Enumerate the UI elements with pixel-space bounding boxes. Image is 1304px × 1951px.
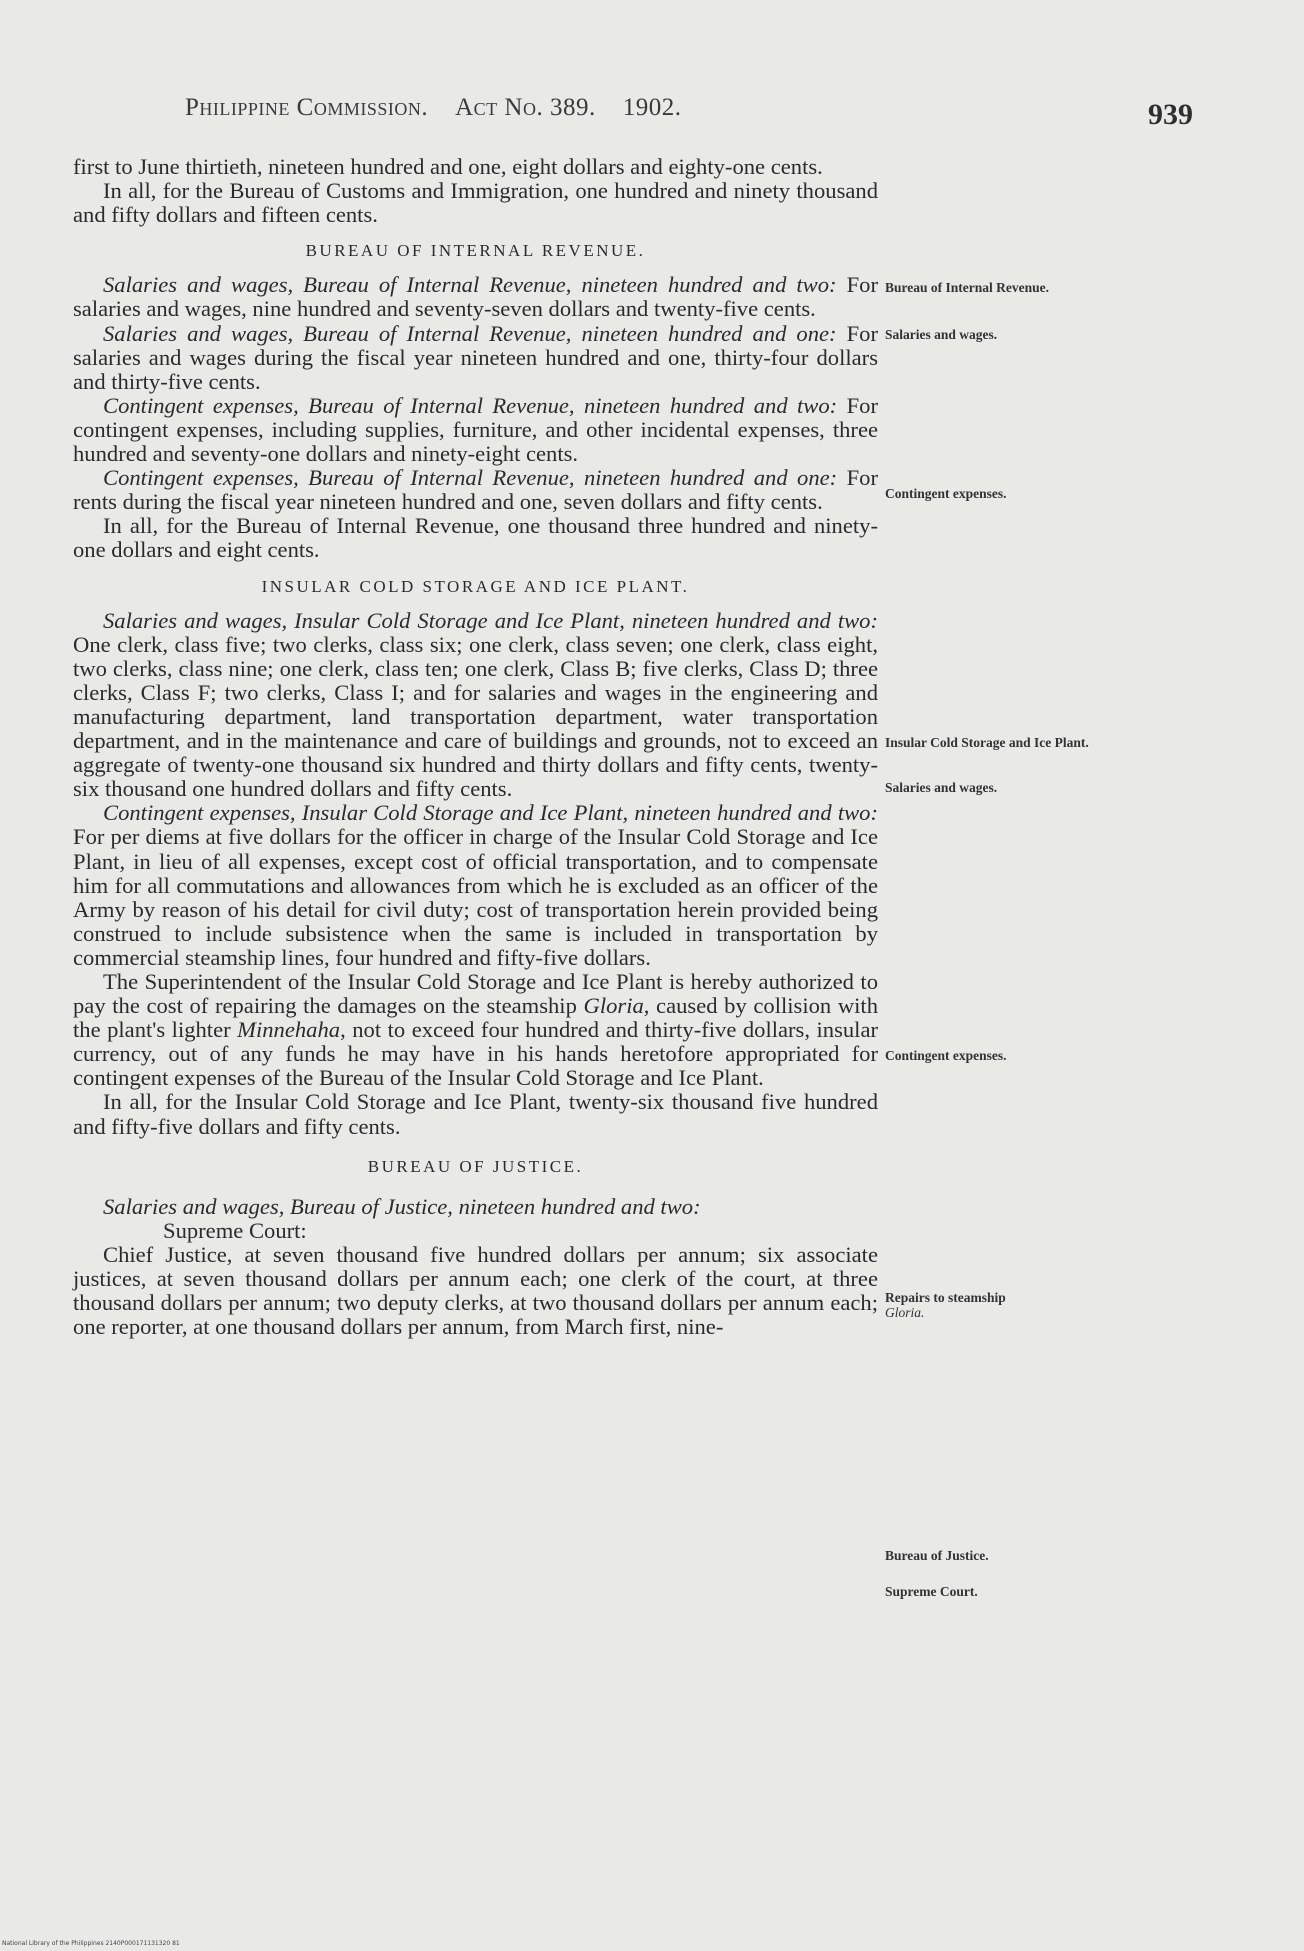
italic-lead: Salaries and wages, Insular Cold Storage and Ice Plant, nineteen hundred and two: [103,607,878,633]
paragraph: Chief Justice, at seven thousand five hundred dollars per annum; six associate justices, at seven thousand dollars per annum each; one clerk of the court, at three thousand dollars per annum; two deputy clerks, at two thousand dollars per annum each; one reporter, at one thousand dollars per annum, from March first, nine- [73,1241,878,1340]
running-head-year: 1902. [622,94,682,121]
paragraph [73,1195,878,1219]
italic-lead: Contingent expenses, Bureau of Internal Revenue, nineteen hundred and one: [103,465,838,491]
italic-lead: Salaries and wages, Bureau of Internal Revenue, nineteen hundred and one: [103,320,837,346]
paragraph-text: For rents during the fiscal year nineteen hundred and one, seven dollars and fifty cents. [73,465,878,515]
paragraph-text: , caused by collision with the plant's lighter [73,993,879,1043]
italic-lead: Salaries and wages, Bureau of Internal Revenue, nineteen hundred and two: [103,272,837,298]
margin-note: Insular Cold Storage and Ice Plant. [885,735,1089,750]
paragraph [73,466,878,514]
paragraph-text: For per diems at five dollars for the officer in charge of the Insular Cold Storage and Ice Plant, in lieu of all expenses, except cost of official transportation, and to compensate him for all commutations and allowances from which he is excluded as an officer of the Army by reason of his detail for civil duty; cost of transportation herein provided being construed to include subsistence when the same is included in transportation by commercial steamship lines, four hundred and fifty-five dollars. [73,824,878,970]
paragraph: In all, for the Insular Cold Storage and Ice Plant, twenty-six thousand five hundred and fifty-five dollars and fifty cents. [73,1089,878,1139]
paragraph: In all, for the Bureau of Customs and Immigration, one hundred and ninety thousand and fifty dollars and fifteen cents. [73,178,878,228]
italic-lead: Contingent expenses, Insular Cold Storage and Ice Plant, nineteen hundred and two: [103,800,878,826]
paragraph-text: For salaries and wages, nine hundred and seventy-seven dollars and twenty-five cents. [73,272,878,322]
paragraph [73,273,878,321]
running-head-commission: Philippine Commission. [185,94,429,121]
scan-footer: National Library of the Philippines 2140P000171131320 81 [2,1940,180,1947]
paragraph [73,970,878,1090]
paragraph [73,801,878,970]
margin-note: Bureau of Justice. [885,1548,989,1563]
ship-name: Gloria [583,993,644,1019]
italic-lead: Contingent expenses, Bureau of Internal Revenue, nineteen hundred and two: [103,392,838,418]
ship-name: Minnehaha [237,1017,341,1043]
running-head [185,94,765,122]
section-heading: INSULAR COLD STORAGE AND ICE PLANT. [261,576,690,596]
margin-note: Contingent expenses. [885,486,1007,501]
margin-note: Salaries and wages. [885,780,998,795]
section-heading: BUREAU OF JUSTICE. [367,1156,584,1176]
subheading: Supreme Court: [163,1217,307,1243]
italic-lead: Salaries and wages, Bureau of Justice, nineteen hundred and two: [103,1193,701,1219]
margin-note [885,1290,1105,1320]
margin-note-italic: Gloria. [885,1305,925,1320]
margin-note: Salaries and wages. [885,327,998,342]
paragraph: In all, for the Bureau of Internal Revenue, one thousand three hundred and ninety-one dollars and eight cents. [73,513,878,563]
paragraph-text: One clerk, class five; two clerks, class six; one clerk, class seven; one clerk, class eight, two clerks, class nine; one clerk, class ten; one clerk, Class B; five clerks, Class D; three clerks, Class F; two clerks, Class I; and for salaries and wages in the engineering and manufacturing department, land transportation department, water transportation department, and in the maintenance and care of buildings and grounds, not to exceed an aggregate of twenty-one thousand six hundred and thirty dollars and fifty cents, twenty-six thousand one hundred dollars and fifty cents. [73,631,878,802]
section-heading: BUREAU OF INTERNAL REVENUE. [305,241,646,261]
margin-note: Bureau of Internal Revenue. [885,280,1049,295]
paragraph [73,394,878,466]
paragraph: first to June thirtieth, nineteen hundred and one, eight dollars and eighty-one cents. [73,154,823,179]
page-number: 939 [1148,98,1193,131]
paragraph [73,609,878,802]
paragraph-text: For contingent expenses, including supplies, furniture, and other incidental expenses, three hundred and seventy-one dollars and ninety-eight cents. [73,392,878,467]
paragraph-text: , not to exceed four hundred and thirty-five dollars, insular currency, out of any funds he may have in his hands heretofore appropriated for contingent expenses of the Bureau of the Insular Cold Storage and Ice Plant. [73,1017,878,1091]
paragraph [73,322,878,394]
margin-note: Contingent expenses. [885,1048,1007,1063]
body-text [73,155,878,1339]
paragraph-text: For salaries and wages during the fiscal year nineteen hundred and one, thirty-four dollars and thirty-five cents. [73,320,878,394]
paragraph-text: The Superintendent of the Insular Cold Storage and Ice Plant is hereby authorized to pay the cost of repairing the damages on the steamship [73,969,878,1019]
margin-note: Supreme Court. [885,1584,978,1599]
running-head-act: Act No. 389. [455,94,596,121]
margin-note-text: Repairs to steamship [885,1290,1006,1305]
